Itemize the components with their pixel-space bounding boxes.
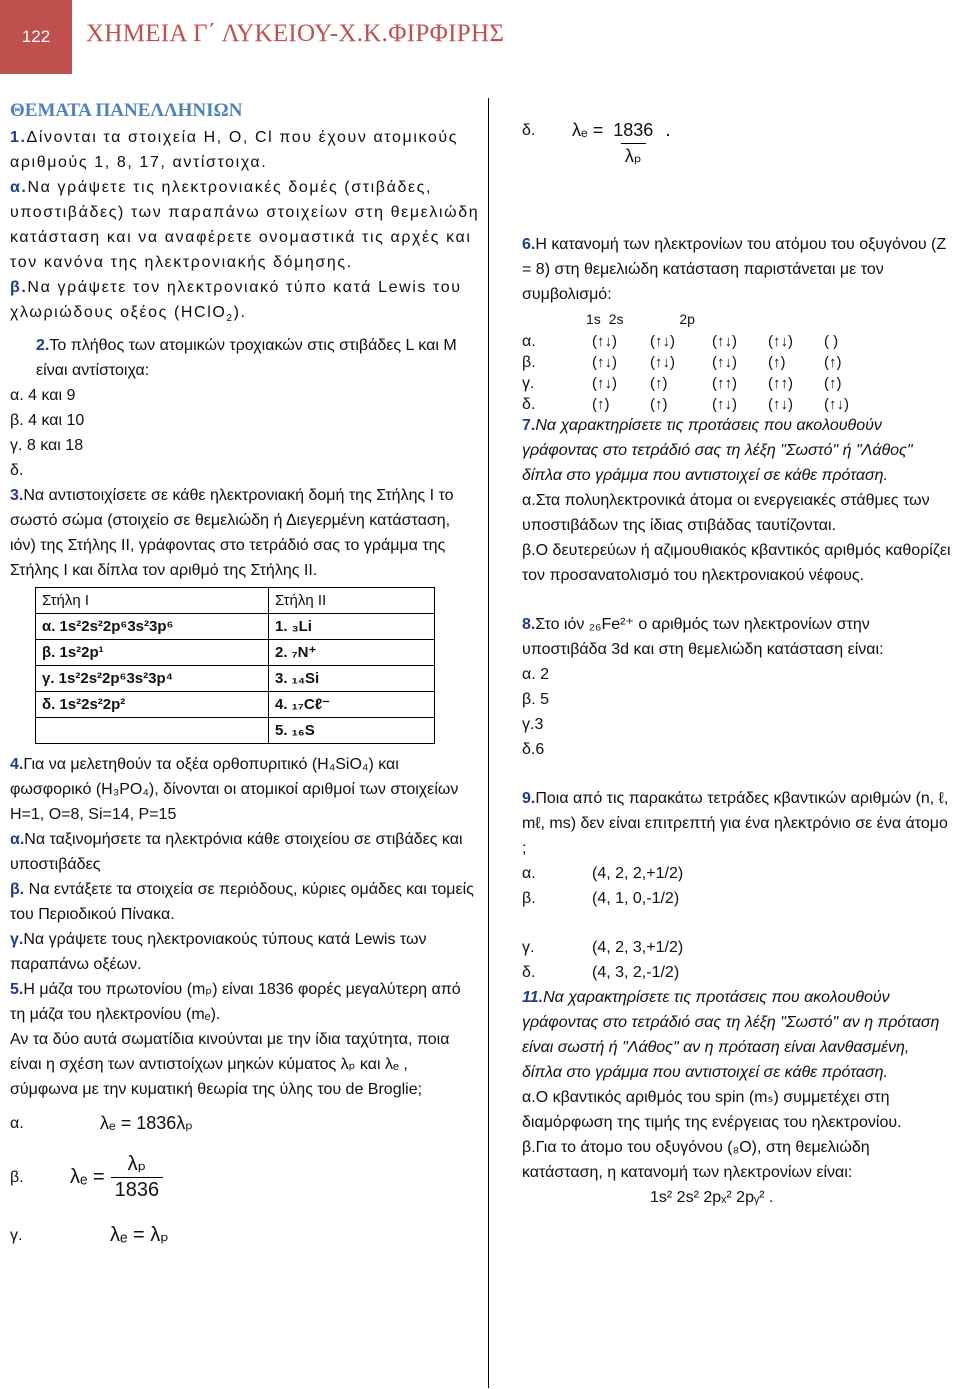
q4-number: 4.	[10, 756, 24, 774]
column-2-cell: 1. ₃Li	[269, 614, 435, 640]
q1-b-subscript: 2	[226, 313, 234, 325]
question-1	[10, 125, 480, 331]
q11-statement-a: α.Ο κβαντικός αριθμός του spin (mₛ) συμμετέχει στη διαμόρφωση της τιμής της ενέργειας του ηλεκτρονίου.	[522, 1089, 902, 1131]
q9-option	[522, 886, 952, 911]
q9-option	[522, 960, 952, 985]
q9-option-value: (4, 3, 2,-1/2)	[592, 964, 680, 981]
q1-b-text: Να γράψετε τον ηλεκτρονιακό τύπο κατά Lewis του χλωριώδους οξέος (HClO	[10, 279, 462, 321]
section-title: ΘΕΜΑΤΑ ΠΑΝΕΛΛΗΝΙΩΝ	[10, 100, 243, 121]
table-row	[36, 666, 435, 692]
q5-text: Η μάζα του πρωτονίου (mₚ) είναι 1836 φορές μεγαλύτερη από τη μάζα του ηλεκτρονίου (mₑ).	[10, 981, 461, 1024]
orbital-box: (↑↓)	[592, 354, 617, 371]
column-2-header: Στήλη ΙΙ	[269, 588, 435, 614]
q5-option-c	[10, 1210, 480, 1260]
q5-option-b	[10, 1144, 480, 1210]
question-7	[522, 413, 952, 588]
orbital-box: (↑)	[824, 375, 842, 392]
column-1-cell: δ. 1s²2s²2p²	[36, 692, 269, 718]
column-2-cell: 4. ₁₇Cℓ⁻	[269, 692, 435, 718]
q5-a-formula: λₑ = 1836λₚ	[100, 1112, 193, 1133]
q2-text: Το πλήθος των ατομικών τροχιακών στις στιβάδες L και M είναι αντίστοιχα:	[36, 337, 457, 380]
q6-number: 6.	[522, 236, 536, 253]
q6-row-label: α.	[522, 333, 536, 350]
column-2-cell: 2. ₇N⁺	[269, 640, 435, 666]
q6-row-label: β.	[522, 354, 536, 371]
q2-option: α. 4 και 9	[10, 387, 76, 405]
q6-option-c	[522, 371, 952, 392]
orbital-box: (↑↓)	[824, 396, 849, 413]
orbital-box: (↑↑)	[768, 375, 793, 392]
q9-option-label: α.	[522, 865, 536, 882]
page-number: 122	[0, 0, 72, 74]
orbital-box: (↑)	[650, 396, 668, 413]
q9-option-label: β.	[522, 890, 536, 907]
column-divider	[488, 98, 489, 1388]
column-1-cell: β. 1s²2p¹	[36, 640, 269, 666]
q1-b-end: ).	[233, 304, 247, 321]
q8-option: β. 5	[522, 691, 549, 708]
q11-number: 11.	[522, 989, 544, 1006]
q8-option: α. 2	[522, 666, 550, 683]
q5-b-label: β.	[10, 1168, 24, 1186]
q5-b-denominator: 1836	[111, 1177, 164, 1203]
q3-text: Να αντιστοιχίσετε σε κάθε ηλεκτρονιακή δομή της Στήλης Ι το σωστό σώμα (στοιχείο σε θεμελιώδη ή Διεγερμένη κατάσταση, ιόν) της Στήλης ΙΙ, γράφοντας στο τετράδιό σας το γράμμα της Στήλης Ι και δίπλα τον αριθμό της Στήλης ΙΙ.	[10, 487, 454, 580]
orbital-box: (↑)	[824, 354, 842, 371]
orbital-box: (↑↓)	[592, 333, 617, 350]
q2-option: γ. 8 και 18	[10, 437, 84, 455]
q5-c-label: γ.	[10, 1226, 23, 1244]
question-9	[522, 786, 952, 985]
column-2-cell: 3. ₁₄Si	[269, 666, 435, 692]
q2-option: δ.	[10, 462, 24, 480]
q7-statement-a: α.Στα πολυηλεκτρονικά άτομα οι ενεργειακές στάθμες των υποστιβάδων της ίδιας στιβάδας ταυτίζονται.	[522, 492, 930, 534]
question-8	[522, 612, 952, 762]
column-1-cell: α. 1s²2s²2p⁶3s²3p⁶	[36, 614, 269, 640]
orbital-box: (↑↓)	[768, 396, 793, 413]
table-row	[36, 614, 435, 640]
q1-b-label: β.	[10, 279, 28, 296]
left-column	[10, 98, 480, 1260]
q7-number: 7.	[522, 417, 536, 434]
q1-a-label: α.	[10, 179, 28, 196]
q5-number: 5.	[10, 981, 24, 999]
q8-option: δ.6	[522, 741, 545, 758]
table-row	[36, 588, 435, 614]
orbital-box: (↑↓)	[650, 354, 675, 371]
q5-d-numerator: 1836	[613, 120, 654, 140]
q5-d-label: δ.	[522, 122, 536, 139]
q7-statement-b: β.Ο δευτερεύων ή αζιμουθιακός κβαντικός αριθμός καθορίζει τον προσανατολισμό του ηλεκτρονιακού νέφους.	[522, 542, 951, 584]
q8-text-post: ο αριθμός των ηλεκτρονίων στην υποστιβάδα 3d και στη θεμελιώδη κατάσταση είναι:	[522, 616, 884, 658]
matching-table	[35, 587, 435, 744]
q9-number: 9.	[522, 790, 536, 807]
orbital-box: (↑)	[592, 396, 610, 413]
q5-option-a	[10, 1102, 480, 1144]
q6-heading-1s: 1s	[586, 311, 601, 327]
q4-a-label: α.	[10, 831, 25, 849]
q5-d-fraction	[609, 118, 657, 169]
column-1-cell: γ. 1s²2s²2p⁶3s²3p⁴	[36, 666, 269, 692]
table-row	[36, 692, 435, 718]
q9-text: Ποια από τις παρακάτω τετράδες κβαντικών αριθμών (n, ℓ, mℓ, ms) δεν είναι επιτρεπτή για ένα ηλεκτρόνιο σε ένα άτομο ;	[522, 790, 949, 857]
question-6	[522, 232, 952, 413]
q1-a-text: Να γράψετε τις ηλεκτρονιακές δομές (στιβάδες, υποστιβάδες) των παραπάνω στοιχείων στη θεμελιώδη κατάσταση και να αναφέρετε ονομαστικά τις αρχές και τον κανόνα της ηλεκτρονιακής δόμησης.	[10, 179, 480, 271]
q1-number: 1.	[10, 129, 27, 146]
q9-option-value: (4, 1, 0,-1/2)	[592, 890, 680, 907]
q5-b-numerator: λₚ	[127, 1152, 147, 1175]
column-1-cell	[36, 718, 269, 744]
q6-option-a	[522, 329, 952, 350]
q7-text: Να χαρακτηρίσετε τις προτάσεις που ακολουθούν γράφοντας στο τετράδιό σας τη λέξη "Σωστό" ή "Λάθος" δίπλα στο γράμμα που αντιστοιχεί σε κάθε πρόταση.	[522, 417, 913, 484]
q4-b-label: β.	[10, 881, 25, 899]
q9-option	[522, 861, 952, 886]
q8-option: γ.3	[522, 716, 544, 733]
q4-a-text: Να ταξινομήσετε τα ηλεκτρόνια κάθε στοιχείου σε στιβάδες και υποστιβάδες	[10, 831, 463, 874]
q11-config: 1s² 2s² 2pₓ² 2pᵧ² .	[650, 1189, 774, 1206]
question-3	[10, 483, 480, 744]
q5-d-denominator: λₚ	[621, 143, 646, 169]
q5-d-lhs: λₑ =	[572, 120, 604, 140]
q1-text: Δίνονται τα στοιχεία Η, Ο, Cl που έχουν ατομικούς αριθμούς 1, 8, 17, αντίστοιχα.	[10, 129, 459, 171]
q8-text-pre: Στο ιόν	[535, 616, 589, 633]
q5-b-fraction	[111, 1152, 164, 1203]
column-2-cell: 5. ₁₆S	[269, 718, 435, 744]
q4-text: Για να μελετηθούν τα οξέα ορθοπυριτικό (H₄SiO₄) και φωσφορικό (H₃PO₄), δίνονται οι ατομικοί αριθμοί των στοιχείων H=1, O=8, Si=14, P=15	[10, 756, 459, 824]
q4-c-label: γ.	[10, 931, 24, 949]
q6-text: Η κατανομή των ηλεκτρονίων του ατόμου του οξυγόνου (Z = 8) στη θεμελιώδη κατάσταση παριστάνεται με τον συμβολισμό:	[522, 236, 947, 303]
table-row	[36, 640, 435, 666]
orbital-box: (↑↓)	[712, 333, 737, 350]
question-4	[10, 752, 480, 977]
right-column	[522, 98, 952, 1210]
q5-b-lhs: λₑ =	[70, 1165, 105, 1188]
q4-b-text: Να εντάξετε τα στοιχεία σε περιόδους, κύριες ομάδες και τομείς του Περιοδικού Πίνακα.	[10, 881, 474, 924]
column-1-header: Στήλη Ι	[36, 588, 269, 614]
q11-statement-b: β.Για το άτομο του οξυγόνου (₈O), στη θεμελιώδη κατάσταση, η κατανομή των ηλεκτρονίων είναι:	[522, 1139, 870, 1181]
orbital-box: (↑↓)	[650, 333, 675, 350]
q5-d-dot: .	[665, 119, 671, 141]
q3-number: 3.	[10, 487, 24, 505]
q4-c-text: Να γράψετε τους ηλεκτρονιακούς τύπους κατά Lewis των παραπάνω οξέων.	[10, 931, 427, 974]
q11-text: Να χαρακτηρίσετε τις προτάσεις που ακολουθούν γράφοντας στο τετράδιό σας τη λέξη "Σωστό" αν η πρόταση είναι σωστή ή "Λάθος" αν η πρόταση είναι λανθασμένη, δίπλα στο γράμμα που αντιστοιχεί σε κάθε πρόταση.	[522, 989, 940, 1081]
orbital-box: ( )	[824, 333, 839, 350]
q6-option-d	[522, 392, 952, 413]
orbital-box: (↑↓)	[712, 354, 737, 371]
question-5	[10, 977, 480, 1260]
orbital-box: (↑)	[650, 375, 668, 392]
orbital-box: (↑)	[768, 354, 786, 371]
q8-ion: ₂₆Fe²⁺	[588, 616, 634, 633]
q6-option-b	[522, 350, 952, 371]
q6-heading-2s: 2s	[608, 311, 624, 327]
q5-c-formula: λₑ = λₚ	[110, 1223, 169, 1246]
question-2	[10, 333, 480, 483]
q6-heading	[522, 307, 952, 329]
running-header: ΧΗΜΕΙΑ Γ΄ ΛΥΚΕΙΟΥ-Χ.Κ.ΦΙΡΦΙΡΗΣ	[86, 20, 505, 47]
q6-heading-2p: 2p	[679, 311, 695, 327]
orbital-box: (↑↓)	[712, 396, 737, 413]
q9-option	[522, 935, 952, 960]
q9-option-value: (4, 2, 3,+1/2)	[592, 939, 684, 956]
q9-option-label: δ.	[522, 964, 536, 981]
q6-row-label: δ.	[522, 396, 536, 413]
q9-option-value: (4, 2, 2,+1/2)	[592, 865, 684, 882]
q2-option: β. 4 και 10	[10, 412, 85, 430]
q6-row-label: γ.	[522, 375, 535, 392]
q5-option-d	[522, 98, 952, 198]
q5-a-label: α.	[10, 1114, 24, 1132]
orbital-box: (↑↓)	[592, 375, 617, 392]
question-11	[522, 985, 952, 1210]
q8-number: 8.	[522, 616, 536, 633]
q2-number: 2.	[36, 337, 50, 355]
table-row	[36, 718, 435, 744]
q5-text-2: Αν τα δύο αυτά σωματίδια κινούνται με την ίδια ταχύτητα, ποια είναι η σχέση των αντιστοίχων μηκών κύματος λₚ και λₑ , σύμφωνα με την κυματική θεωρία της ύλης του de Broglie;	[10, 1031, 450, 1099]
orbital-box: (↑↑)	[712, 375, 737, 392]
orbital-box: (↑↓)	[768, 333, 793, 350]
q9-option-label: γ.	[522, 939, 535, 956]
